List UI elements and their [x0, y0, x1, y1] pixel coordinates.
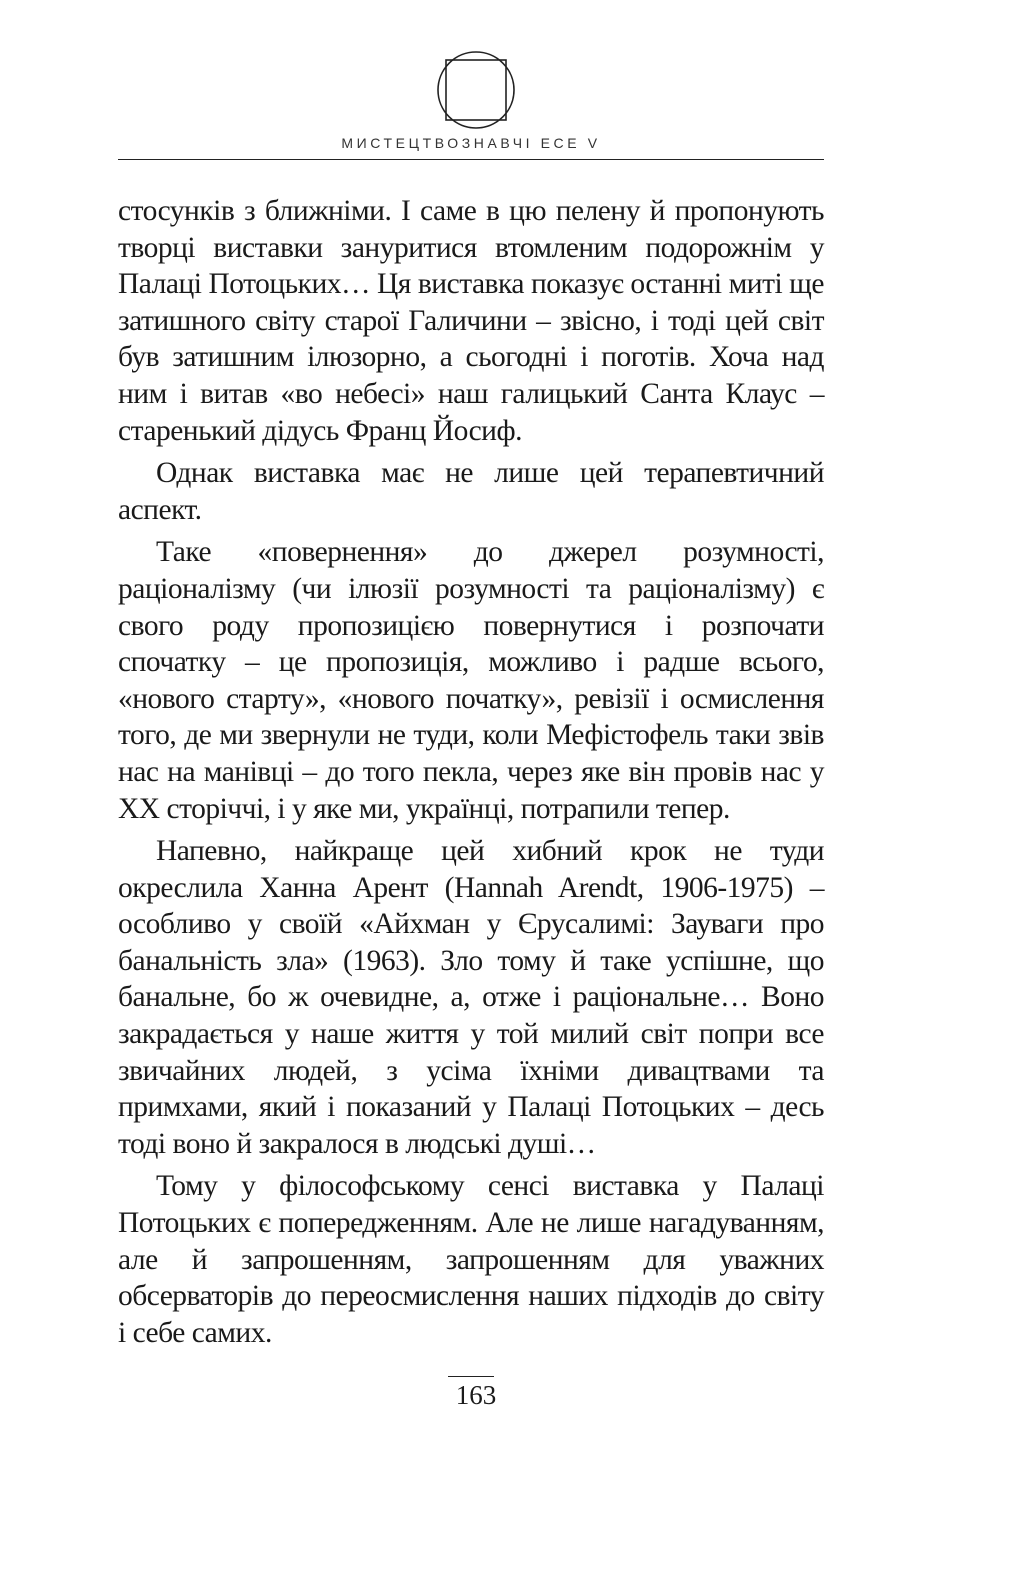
- circle-square-emblem-icon: [436, 50, 516, 130]
- paragraph-5: Тому у філософському сенсі виставка у Палаці Потоцьких є попередженням. Але не лише нагадуванням, але й запрошенням, запрошенням для уважних обсерваторів до переосмислення наших підходів до світу і себе самих.: [118, 1170, 824, 1349]
- page-number-rule: [448, 1376, 494, 1377]
- header-rule: [118, 159, 824, 160]
- paragraph-1: стосунків з ближніми. І саме в цю пелену й пропонують творці виставки зануритися втомленим подорожнім у Палаці Потоцьких… Ця виставка показує останні миті ще затишного світу старої Галичини – звісно, і тоді цей світ був затишним ілюзорно, а сьогодні і поготів. Хоча над ним і витав «во небесі» наш галицький Санта Клаус – старенький дідусь Франц Йосиф.: [118, 195, 824, 447]
- paragraph-3: Таке «повернення» до джерел розумності, раціоналізму (чи ілюзії розумності та раціоналізму) є свого роду пропозицією повернутися і розпочати спочатку – це пропозиція, можливо і радше всього, «нового старту», «нового початку», ревізії і осмислення того, де ми звернули не туди, коли Мефістофель таки звів нас на манівці – до того пекла, через яке він провів нас у ХХ сторіччі, і у яке ми, українці, потрапили тепер.: [118, 536, 824, 825]
- body-text: [118, 193, 824, 1357]
- page-number: 163: [455, 1380, 497, 1410]
- paragraph-2: Однак виставка має не лише цей терапевтичний аспект.: [118, 457, 824, 526]
- running-head: МИСТЕЦТВОЗНАВЧІ ЕСЕ V: [341, 135, 601, 151]
- paragraph-4: Напевно, найкраще цей хибний крок не туди окреслила Ханна Арент (Hannah Arendt, 1906-1975) – особливо у своїй «Айхман у Єрусалимі: Зауваги про банальність зла» (1963). Зло тому й таке успішне, що банальне, бо ж очевидне, а, отже і раціональне… Воно закрадається у наше життя у той милий світ попри все звичайних людей, з усіма їхніми дивацтвами та примхами, який і показаний у Палаці Потоцьких – десь тоді воно й закралося в людські душі…: [118, 835, 824, 1160]
